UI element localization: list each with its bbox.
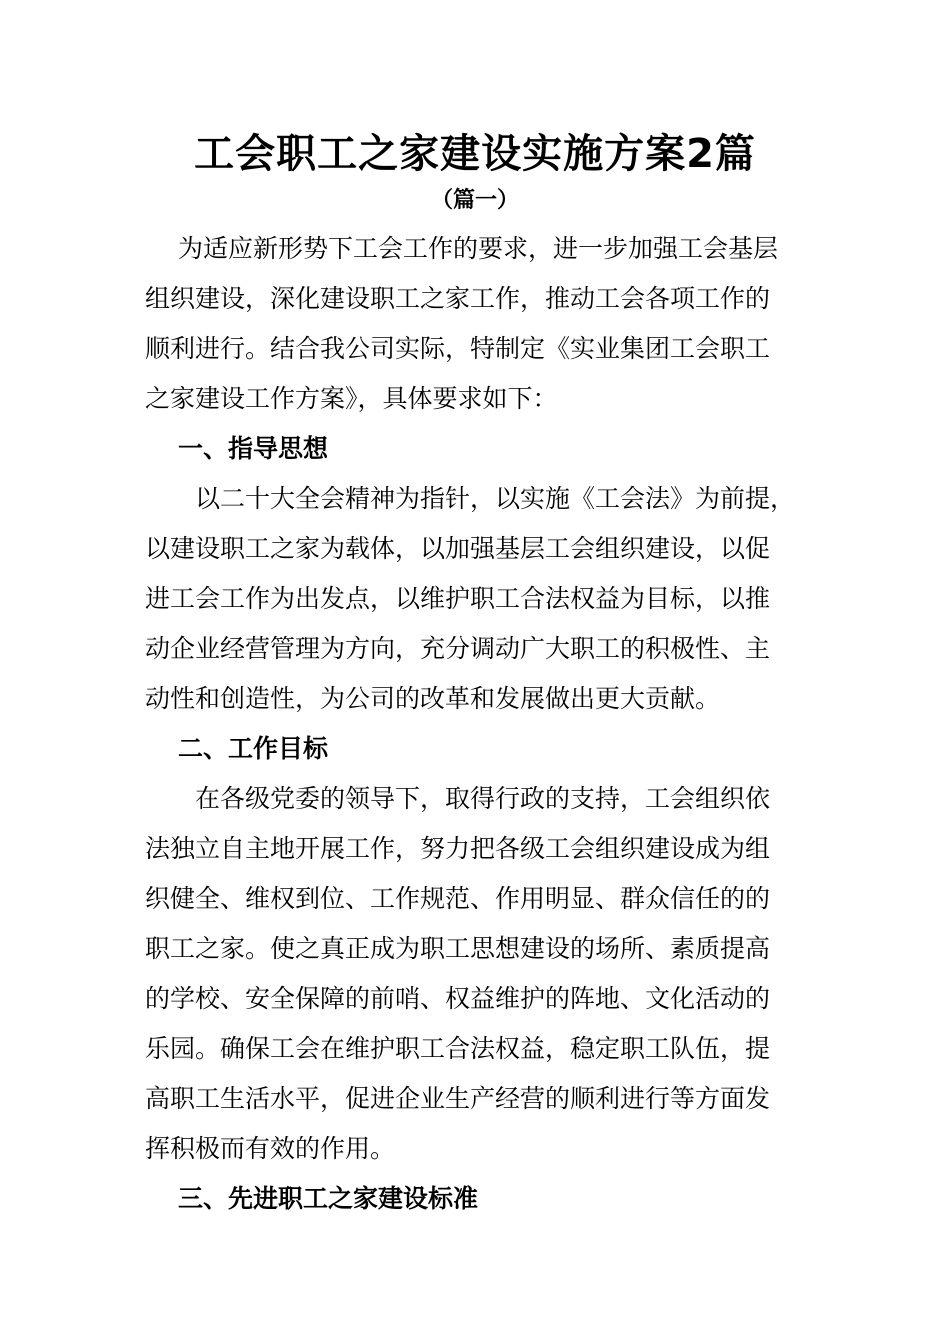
paragraph-line: 动企业经营管理为方向，充分调动广大职工的积极性、主 — [145, 634, 771, 663]
paragraph-line: 挥积极而有效的作用。 — [145, 1134, 396, 1163]
paragraph-line: 职工之家。使之真正成为职工思想建设的场所、素质提高 — [145, 934, 771, 963]
paragraph-line: 高职工生活水平，促进企业生产经营的顺利进行等方面发 — [145, 1084, 771, 1113]
section-heading-work-goals: 二、工作目标 — [178, 734, 329, 763]
paragraph-line: 为适应新形势下工会工作的要求，进一步加强工会基层 — [178, 234, 779, 263]
document-title: 工会职工之家建设实施方案2篇 — [194, 131, 756, 177]
paragraph-line: 之家建设工作方案》，具体要求如下： — [145, 384, 558, 413]
section-heading-standards: 三、先进职工之家建设标准 — [178, 1184, 479, 1213]
paragraph-line: 进工会工作为出发点，以维护职工合法权益为目标，以推 — [145, 584, 771, 613]
paragraph-line: 组织建设，深化建设职工之家工作，推动工会各项工作的 — [145, 284, 771, 313]
paragraph-line: 顺利进行。结合我公司实际，特制定《实业集团工会职工 — [145, 334, 771, 363]
paragraph-line: 乐园。确保工会在维护职工合法权益，稳定职工队伍，提 — [145, 1034, 771, 1063]
paragraph-line: 动性和创造性，为公司的改革和发展做出更大贡献。 — [145, 684, 721, 713]
paragraph-line: 以二十大全会精神为指针，以实施《工会法》为前提， — [195, 484, 796, 513]
section-heading-guiding-ideology: 一、指导思想 — [178, 434, 329, 463]
paragraph-line: 织健全、维权到位、工作规范、作用明显、群众信任的的 — [145, 884, 771, 913]
document-subtitle: （篇一） — [430, 188, 519, 213]
paragraph-line: 法独立自主地开展工作，努力把各级工会组织建设成为组 — [145, 834, 771, 863]
paragraph-line: 在各级党委的领导下，取得行政的支持，工会组织依 — [195, 784, 771, 813]
paragraph-line: 的学校、安全保障的前哨、权益维护的阵地、文化活动的 — [145, 984, 771, 1013]
paragraph-line: 以建设职工之家为载体，以加强基层工会组织建设，以促 — [145, 534, 771, 563]
